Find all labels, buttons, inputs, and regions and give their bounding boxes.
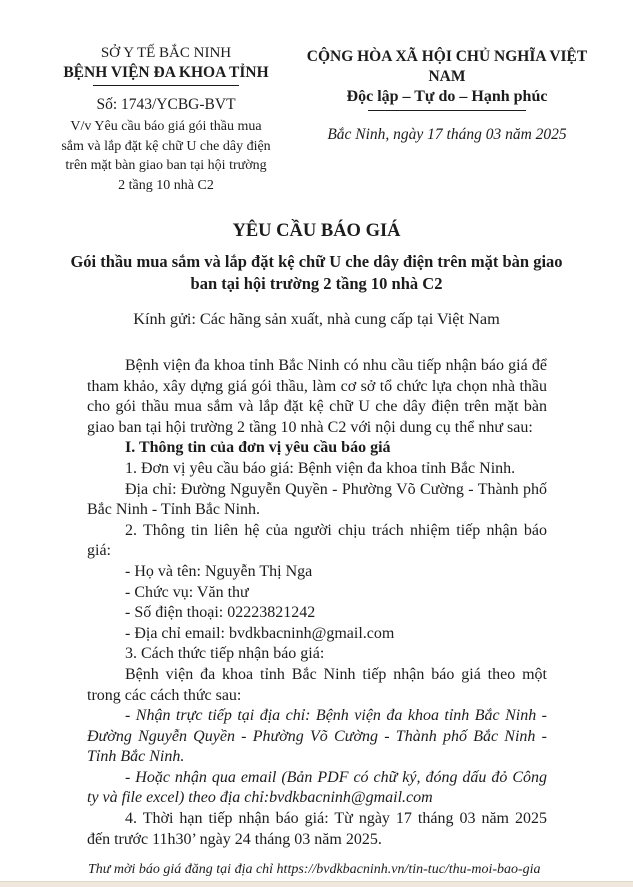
document-number: Số: 1743/YCBG-BVT xyxy=(96,96,236,113)
contact-phone-line: - Số điện thoại: 02223821242 xyxy=(125,604,316,622)
receiving-method-heading: 3. Cách thức tiếp nhận báo giá: xyxy=(125,645,325,663)
method-direct-line: - Nhận trực tiếp tại địa chỉ: Bệnh viện đa khoa tỉnh Bắc Ninh - Đường Nguyễn Quyền - Phường Võ Cường - Thành phố Bắc Ninh - Tỉnh Bắc Ninh. xyxy=(87,707,547,766)
issuing-org-block xyxy=(42,44,290,195)
receiving-method-desc: Bệnh viện đa khoa tỉnh Bắc Ninh tiếp nhận báo giá theo một trong các cách thức sau: xyxy=(87,665,547,704)
parent-org-name: SỞ Y TẾ BẮC NINH xyxy=(100,45,232,61)
place-and-date: Bắc Ninh, ngày 17 tháng 03 năm 2025 xyxy=(327,126,567,143)
contact-name-line: - Họ và tên: Nguyễn Thị Nga xyxy=(125,562,313,580)
national-motto: Độc lập – Tự do – Hạnh phúc xyxy=(346,88,548,105)
method-email-line: - Hoặc nhận qua email (Bản PDF có chữ ký, đóng dấu đỏ Công ty và file excel) theo địa chỉ:bvdkbacninh@gmail.com xyxy=(87,768,547,807)
document-subtitle: Gói thầu mua sắm và lắp đặt kệ chữ U che dây điện trên mặt bàn giao ban tại hội trường 2 tầng 10 nhà C2 xyxy=(70,252,563,293)
footer-note: Thư mời báo giá đăng tại địa chỉ https://bvdkbacninh.vn/tin-tuc/thu-moi-bao-gia xyxy=(88,862,541,878)
salutation-line: Kính gửi: Các hãng sản xuất, nhà cung cấp tại Việt Nam xyxy=(133,309,500,328)
document-subject xyxy=(42,117,290,195)
subject-line-1: V/v Yêu cầu báo giá gói thầu mua xyxy=(70,119,262,134)
motto-underline xyxy=(368,110,526,111)
subject-line-2: sắm và lắp đặt kệ chữ U che dây điện xyxy=(61,138,271,154)
national-title: CỘNG HÒA XÃ HỘI CHỦ NGHĨA VIỆT NAM xyxy=(306,48,588,85)
subject-line-4: 2 tầng 10 nhà C2 xyxy=(118,177,214,193)
subject-line-3: trên mặt bàn giao ban tại hội trường xyxy=(65,158,267,173)
org-name: BỆNH VIỆN ĐA KHOA TỈNH xyxy=(63,64,269,81)
section-1-heading: I. Thông tin của đơn vị yêu cầu báo giá xyxy=(125,439,391,457)
document-body xyxy=(0,356,633,850)
org-name-underline xyxy=(93,85,239,86)
address-line: Địa chỉ: Đường Nguyễn Quyền - Phường Võ Cường - Thành phố Bắc Ninh - Tỉnh Bắc Ninh. xyxy=(87,480,547,519)
national-motto-block xyxy=(291,44,603,195)
document-header xyxy=(0,0,633,195)
document-title: YÊU CẦU BÁO GIÁ xyxy=(232,221,401,241)
contact-email-line: - Địa chỉ email: bvdkbacninh@gmail.com xyxy=(125,624,395,642)
window-bottom-edge xyxy=(0,881,633,887)
intro-paragraph: Bệnh viện đa khoa tỉnh Bắc Ninh có nhu cầu tiếp nhận báo giá để tham khảo, xây dựng giá gói thầu, làm cơ sở tổ chức lựa chọn nhà thầu cho gói thầu mua sắm và lắp đặt kệ chữ U che dây điện trên mặt bàn giao ban tại hội trường 2 tầng 10 nhà C2 với nội dung cụ thể như sau: xyxy=(87,357,547,436)
requesting-unit-line: 1. Đơn vị yêu cầu báo giá: Bệnh viện đa khoa tỉnh Bắc Ninh. xyxy=(125,459,516,477)
deadline-line: 4. Thời hạn tiếp nhận báo giá: Từ ngày 17 tháng 03 năm 2025 đến trước 11h30’ ngày 24 tháng 03 năm 2025. xyxy=(87,810,547,848)
contact-title-line: - Chức vụ: Văn thư xyxy=(125,583,249,601)
contact-info-heading: 2. Thông tin liên hệ của người chịu trách nhiệm tiếp nhận báo giá: xyxy=(87,521,547,560)
